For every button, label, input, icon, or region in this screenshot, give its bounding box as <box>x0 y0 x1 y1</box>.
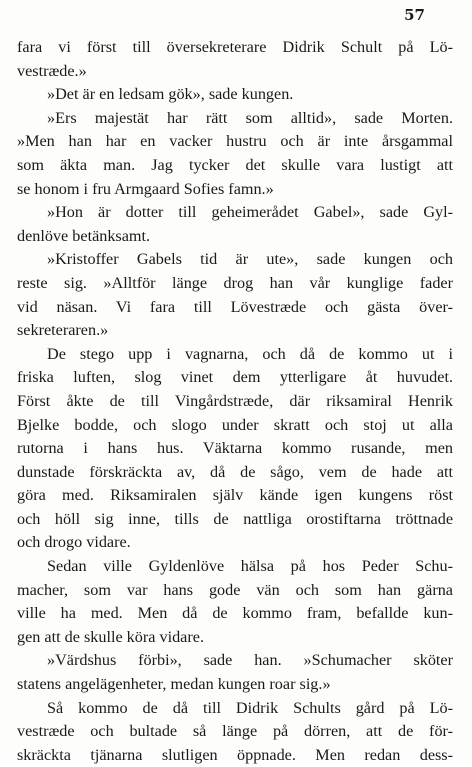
text-line: »Kristoffer Gabels tid är ute», sade kungen och <box>47 250 453 269</box>
paragraph <box>17 343 453 555</box>
text-line: gen att de skulle köra vidare. <box>17 627 204 646</box>
text-line: Bjelke bodde, och slogo under skratt och stoj ut alla <box>17 415 453 434</box>
text-line: »Värdshus förbi», sade han. »Schumacher sköter <box>47 651 453 670</box>
paragraph <box>17 248 453 342</box>
text-line: sekreteraren.» <box>17 321 109 340</box>
text-line: vestræde.» <box>17 61 87 80</box>
text-line: dunstade förskräckta av, då de sågo, vem de hade att <box>17 462 453 481</box>
text-line: skräckta tjänarna slutligen öppnade. Men redan dess- <box>17 745 453 764</box>
text-line: och drogo vidare. <box>17 533 131 552</box>
text-line: fara vi först till översekreterare Didrik Schult på Lö- <box>17 38 453 56</box>
paragraph <box>17 697 453 767</box>
text-line: se honom i fru Armgaard Sofies famn.» <box>17 179 274 198</box>
text-line: rutorna i hans hus. Väktarna kommo rusande, men <box>17 439 453 458</box>
text-line: »Det är en ledsam gök», sade kungen. <box>47 85 294 104</box>
text-line: statens angelägenheter, medan kungen roar sig.» <box>17 675 331 694</box>
text-line: reste sig. »Alltför länge drog han vår kunglige fader <box>17 273 453 292</box>
text-line: Så kommo de då till Didrik Schults gård på Lö- <box>47 698 453 717</box>
paragraph <box>17 649 453 696</box>
text-line: Sedan ville Gyldenlöve hälsa på hos Peder Schu- <box>47 557 453 576</box>
text-line: »Ers majestät har rätt som alltid», sade Morten. <box>47 108 453 127</box>
text-line: Först åkte de till Vingårdstræde, där riksamiral Henrik <box>17 391 453 410</box>
text-line: denlöve betänksamt. <box>17 226 151 245</box>
paragraph <box>17 36 453 83</box>
text-line: »Hon är dotter till geheimerådet Gabel», sade Gyl- <box>47 203 453 222</box>
text-line: friska luften, slog vinet dem ytterligare åt huvudet. <box>17 368 453 387</box>
text-line: och höll sig inne, tills de nattliga orostiftarna tröttnade <box>17 509 453 528</box>
paragraph <box>17 83 453 107</box>
text-line: macher, som var hans gode vän och som han gärna <box>17 580 453 599</box>
paragraph <box>17 201 453 248</box>
text-line: »Men han har en vacker hustru och är inte årsgammal <box>17 132 453 151</box>
body-text <box>17 36 453 767</box>
text-line: ville ha med. Men då de kommo fram, befallde kun- <box>17 604 453 623</box>
text-line: vid näsan. Vi fara till Lövestræde och gästa över- <box>17 297 453 316</box>
paragraph <box>17 107 453 201</box>
page-number: 57 <box>404 6 425 24</box>
text-line: som äkta man. Jag tycker det skulle vara lustigt att <box>17 155 453 174</box>
paragraph <box>17 555 453 649</box>
text-line: De stego upp i vagnarna, och då de kommo ut i <box>47 344 453 363</box>
text-line: vestræde och bultade så länge på dörren, att de för- <box>17 722 453 741</box>
text-line: göra med. Riksamiralen själv kände igen kungens röst <box>17 486 453 505</box>
